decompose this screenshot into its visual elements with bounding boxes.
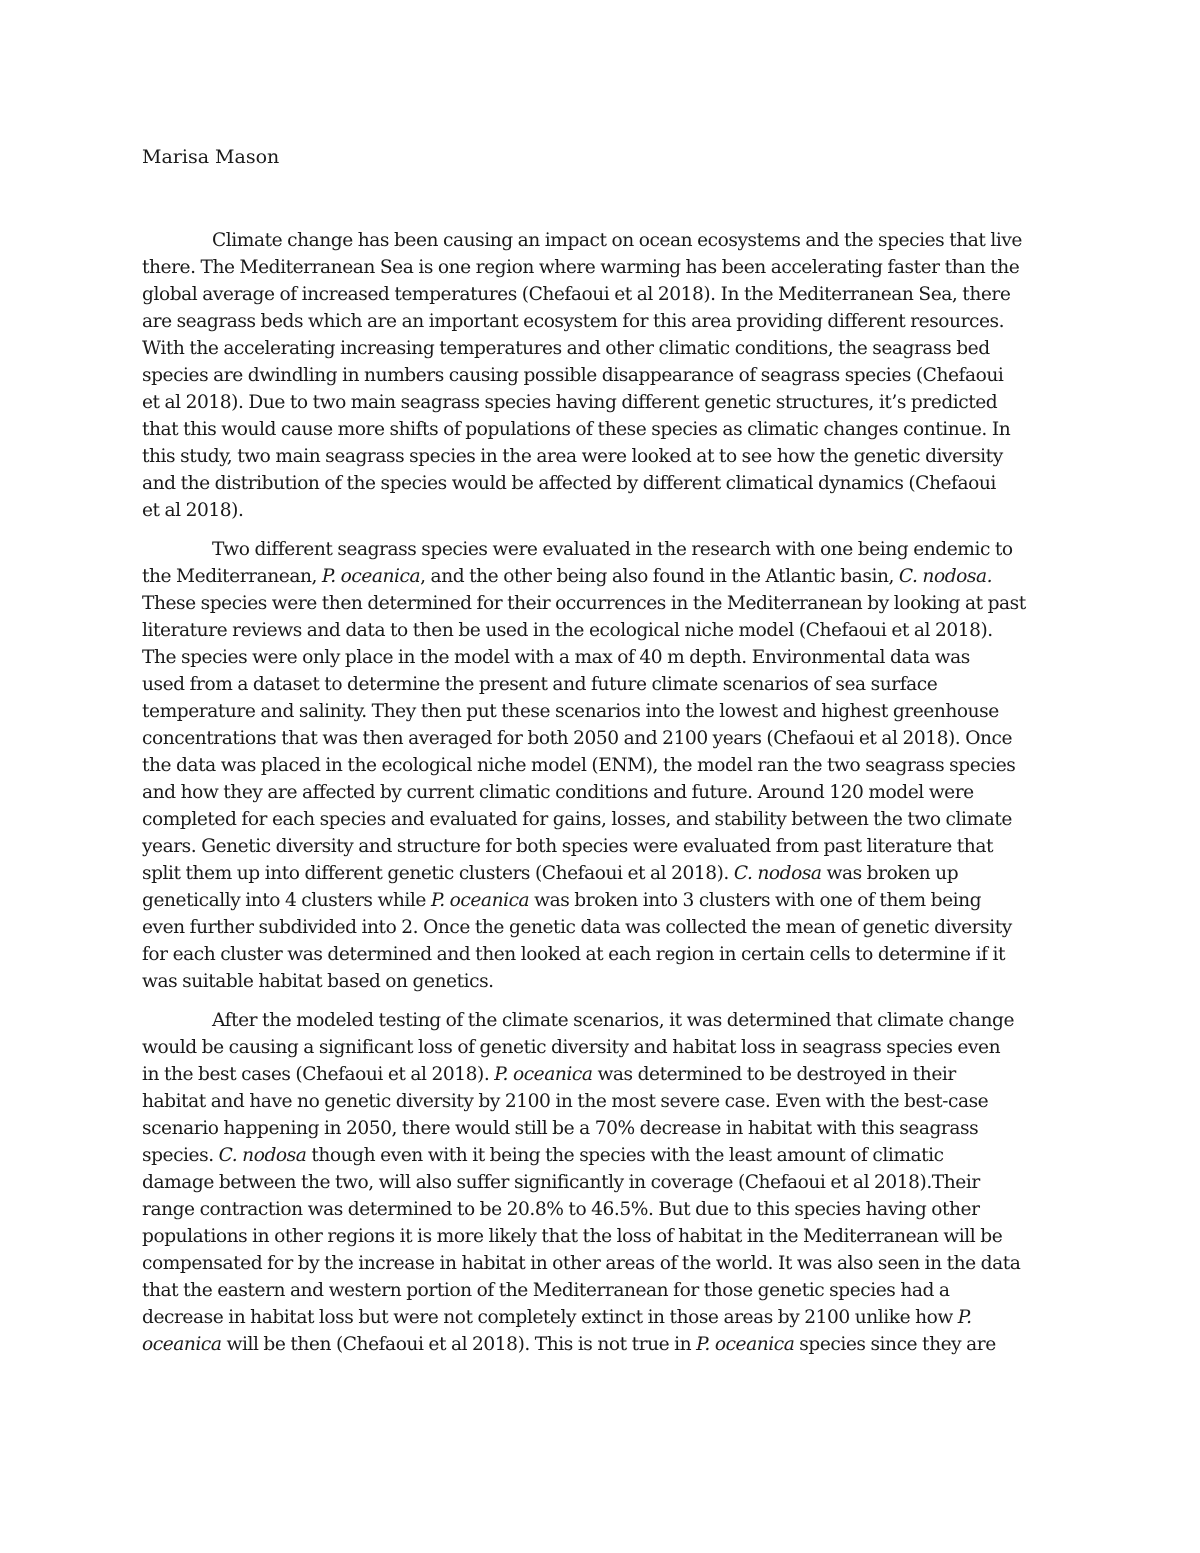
text-run: After the modeled testing of the climate scenarios, it was determined that climate change (212, 1010, 1015, 1031)
text-run: temperature and salinity. They then put these scenarios into the lowest and highest greenhouse (142, 701, 999, 722)
text-line (142, 968, 1062, 995)
text-line (142, 1088, 1062, 1115)
text-run: completed for each species and evaluated for gains, losses, and stability between the two climate (142, 809, 1012, 830)
text-line (142, 1223, 1062, 1250)
text-run: damage between the two, will also suffer significantly in coverage (Chefaoui et al 2018).Their (142, 1172, 980, 1193)
text-run: that this would cause more shifts of populations of these species as climatic changes continue. In (142, 419, 1011, 440)
species-name-italic: P. (957, 1307, 972, 1328)
species-name-italic: P. oceanica (696, 1334, 795, 1355)
text-run: Two different seagrass species were evaluated in the research with one being endemic to (212, 539, 1013, 560)
text-line (142, 590, 1062, 617)
text-run: and the distribution of the species would be affected by different climatical dynamics (Chefaoui (142, 473, 996, 494)
text-run: even further subdivided into 2. Once the genetic data was collected the mean of genetic diversity (142, 917, 1012, 938)
text-run: was broken into 3 clusters with one of them being (529, 890, 982, 911)
text-run: years. Genetic diversity and structure for both species were evaluated from past literature that (142, 836, 993, 857)
document-page (142, 144, 1062, 1370)
text-line (142, 698, 1062, 725)
text-line (142, 671, 1062, 698)
text-line (142, 833, 1062, 860)
text-run: in the best cases (Chefaoui et al 2018). (142, 1064, 495, 1085)
text-run: was determined to be destroyed in their (592, 1064, 956, 1085)
text-run: was broken up (821, 863, 959, 884)
text-run: scenario happening in 2050, there would still be a 70% decrease in habitat with this seagrass (142, 1118, 979, 1139)
text-run: These species were then determined for their occurrences in the Mediterranean by looking at past (142, 593, 1026, 614)
text-run: this study, two main seagrass species in the area were looked at to see how the genetic diversity (142, 446, 1003, 467)
text-run: genetically into 4 clusters while (142, 890, 431, 911)
text-run: and how they are affected by current climatic conditions and future. Around 120 model were (142, 782, 974, 803)
text-line (142, 644, 1062, 671)
text-line (142, 617, 1062, 644)
text-run: Climate change has been causing an impact on ocean ecosystems and the species that live (212, 230, 1022, 251)
text-run: species are dwindling in numbers causing possible disappearance of seagrass species (Chefaoui (142, 365, 1004, 386)
text-run: decrease in habitat loss but were not completely extinct in those areas by 2100 unlike how (142, 1307, 958, 1328)
text-line (142, 725, 1062, 752)
text-line (142, 227, 1062, 254)
text-run: literature reviews and data to then be used in the ecological niche model (Chefaoui et al 2018). (142, 620, 993, 641)
text-line (142, 335, 1062, 362)
text-line (142, 806, 1062, 833)
text-run: et al 2018). Due to two main seagrass species having different genetic structures, it’s predicted (142, 392, 998, 413)
species-name-italic: C. nodosa (733, 863, 822, 884)
text-run: the data was placed in the ecological niche model (ENM), the model ran the two seagrass species (142, 755, 1016, 776)
text-line (142, 308, 1062, 335)
text-run: , and the other being also found in the Atlantic basin, (420, 566, 899, 587)
text-line (142, 860, 1062, 887)
text-line (142, 1331, 1062, 1358)
text-line (142, 443, 1062, 470)
text-run: would be causing a significant loss of genetic diversity and habitat loss in seagrass species even (142, 1037, 1001, 1058)
text-run: the Mediterranean, (142, 566, 322, 587)
text-run: split them up into different genetic clusters (Chefaoui et al 2018). (142, 863, 734, 884)
text-run: et al 2018). (142, 500, 244, 521)
species-name-italic: C. nodosa. (898, 566, 993, 587)
text-line (142, 1304, 1062, 1331)
text-run: will be then (Chefaoui et al 2018). This is not true in (221, 1334, 697, 1355)
text-run: species. (142, 1145, 219, 1166)
text-line (142, 1061, 1062, 1088)
text-line (142, 1250, 1062, 1277)
text-line (142, 941, 1062, 968)
text-run: habitat and have no genetic diversity by 2100 in the most severe case. Even with the best-case (142, 1091, 989, 1112)
text-line (142, 416, 1062, 443)
text-run: though even with it being the species with the least amount of climatic (306, 1145, 944, 1166)
species-name-italic: C. nodosa (218, 1145, 307, 1166)
text-line (142, 1277, 1062, 1304)
text-line (142, 497, 1062, 524)
species-name-italic: P. oceanica (494, 1064, 593, 1085)
text-run: compensated for by the increase in habitat in other areas of the world. It was also seen in the data (142, 1253, 1021, 1274)
paragraph (142, 1007, 1062, 1358)
text-run: there. The Mediterranean Sea is one region where warming has been accelerating faster than the (142, 257, 1020, 278)
text-line (142, 1169, 1062, 1196)
text-line (142, 470, 1062, 497)
text-run: With the accelerating increasing temperatures and other climatic conditions, the seagrass bed (142, 338, 990, 359)
text-run: global average of increased temperatures (Chefaoui et al 2018). In the Mediterranean Sea, there (142, 284, 1011, 305)
text-line (142, 536, 1062, 563)
text-run: populations in other regions it is more likely that the loss of habitat in the Mediterranean will be (142, 1226, 1003, 1247)
text-line (142, 389, 1062, 416)
text-line (142, 752, 1062, 779)
text-run: concentrations that was then averaged for both 2050 and 2100 years (Chefaoui et al 2018). Once (142, 728, 1013, 749)
text-line (142, 1142, 1062, 1169)
text-line (142, 281, 1062, 308)
text-line (142, 1034, 1062, 1061)
paragraph (142, 227, 1062, 524)
text-line (142, 1196, 1062, 1223)
text-run: that the eastern and western portion of the Mediterranean for those genetic species had a (142, 1280, 950, 1301)
text-line (142, 254, 1062, 281)
text-line (142, 1115, 1062, 1142)
document-body (142, 227, 1062, 1358)
author-name: Marisa Mason (142, 146, 280, 168)
text-line (142, 779, 1062, 806)
text-line (142, 563, 1062, 590)
text-run: range contraction was determined to be 20.8% to 46.5%. But due to this species having other (142, 1199, 980, 1220)
text-run: was suitable habitat based on genetics. (142, 971, 494, 992)
text-line (142, 1007, 1062, 1034)
text-line (142, 362, 1062, 389)
text-run: used from a dataset to determine the present and future climate scenarios of sea surface (142, 674, 938, 695)
species-name-italic: P. oceanica (321, 566, 421, 587)
text-line (142, 887, 1062, 914)
text-run: are seagrass beds which are an important ecosystem for this area providing different resources. (142, 311, 1005, 332)
paragraph (142, 536, 1062, 995)
text-run: The species were only place in the model with a max of 40 m depth. Environmental data was (142, 647, 970, 668)
text-run: species since they are (794, 1334, 996, 1355)
species-name-italic: P. oceanica (430, 890, 530, 911)
text-run: for each cluster was determined and then looked at each region in certain cells to determine if it (142, 944, 1005, 965)
text-line (142, 914, 1062, 941)
species-name-italic: oceanica (142, 1334, 222, 1355)
